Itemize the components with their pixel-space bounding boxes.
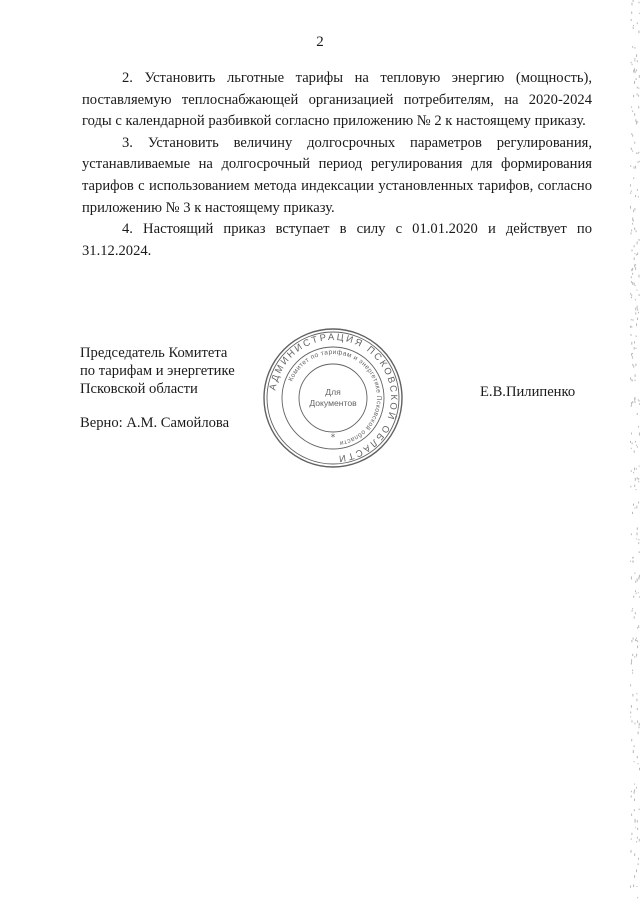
stamp-center-line-1: Для [325,387,341,397]
official-stamp [262,327,404,469]
stamp-center-line-2: Документов [309,398,357,408]
position-line-2: по тарифам и энергетике [80,363,235,379]
order-body [82,68,592,262]
signatory-name: Е.В.Пилипенко [480,384,576,400]
paragraph-item-3: 3. Установить величину долгосрочных параметров регулирования, устанавливаемые на долгосрочный период регулирования для формирования тарифов с использованием метода индексации установленных тарифов, согласно приложению № 3 к настоящему приказу. [82,134,592,216]
page-number: 2 [316,34,324,50]
stamp-star-icon: * [330,433,336,443]
certified-copy-note: Верно: А.М. Самойлова [80,415,230,431]
stamp-inner-text: Комитет по тарифам и энергетике Псковской области [287,348,383,447]
scan-edge-noise [622,0,640,905]
position-line-3: Псковской области [80,381,198,397]
stamp-outer-text: АДМИНИСТРАЦИЯ ПСКОВСКОЙ ОБЛАСТИ [266,330,401,465]
paragraph-item-2: 2. Установить льготные тарифы на тепловую энергию (мощность), поставляемую теплоснабжающей организацией потребителям, на 2020-2024 годы с календарной разбивкой согласно приложению № 2 к настоящему приказу. [82,70,592,130]
position-line-1: Председатель Комитета [80,345,228,361]
paragraph-item-4: 4. Настоящий приказ вступает в силу с 01.01.2020 и действует по 31.12.2024. [82,221,592,259]
signatory-position [80,344,260,398]
